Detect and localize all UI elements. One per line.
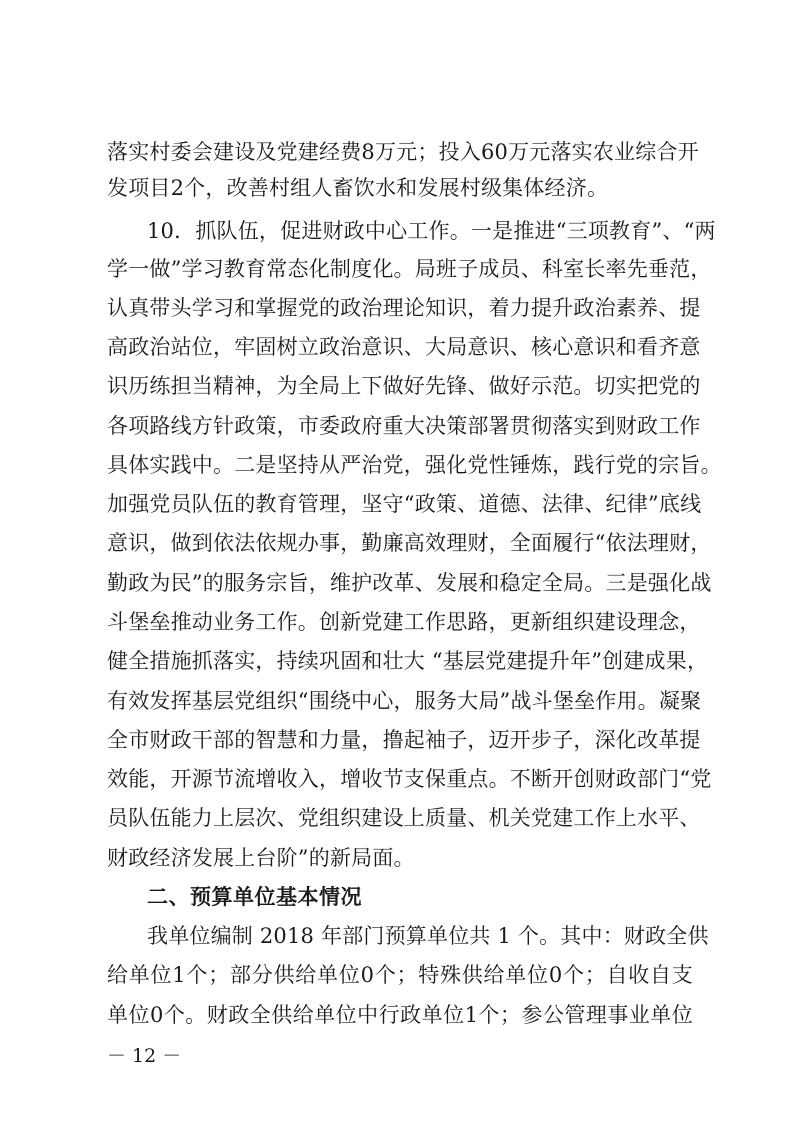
paragraph-line: 健全措施抓落实，持续巩固和壮大 “基层党建提升年”创建成果， xyxy=(107,649,709,673)
paragraph-line: 落实村委会建设及党建经费8万元；投入60万元落实农业综合开 xyxy=(107,140,699,164)
paragraph-line: 我单位编制 2018 年部门预算单位共 1 个。其中：财政全供 xyxy=(147,924,709,948)
paragraph-line: 学一做”学习教育常态化制度化。局班子成员、科室长率先垂范， xyxy=(107,257,712,281)
paragraph-line: 具体实践中。二是坚持从严治党，强化党性锤炼，践行党的宗旨。 xyxy=(107,453,722,477)
paragraph-line: 意识，做到依法依规办事，勤廉高效理财，全面履行“依法理财， xyxy=(107,531,712,555)
section-heading: 二、预算单位基本情况 xyxy=(147,885,362,909)
paragraph-line: 全市财政干部的智慧和力量，撸起袖子，迈开步子，深化改革提 xyxy=(107,728,701,752)
paragraph-line: 员队伍能力上层次、党组织建设上质量、机关党建工作上水平、 xyxy=(107,806,701,830)
page-number: － 12 － xyxy=(107,1045,182,1067)
paragraph-line: 加强党员队伍的教育管理，坚守“政策、道德、法律、纪律”底线 xyxy=(107,492,702,516)
paragraph-line: 识历练担当精神，为全局上下做好先锋、做好示范。切实把党的 xyxy=(107,374,701,398)
paragraph-line: 高政治站位，牢固树立政治意识、大局意识、核心意识和看齐意 xyxy=(107,335,701,359)
paragraph-line: 发项目2个，改善村组人畜饮水和发展村级集体经济。 xyxy=(107,176,609,200)
paragraph-line: 有效发挥基层党组织“围绕中心，服务大局”战斗堡垒作用。凝聚 xyxy=(107,689,702,713)
paragraph-line: 给单位1个；部分供给单位0个；特殊供给单位0个；自收自支 xyxy=(107,963,693,987)
paragraph-line: 效能，开源节流增收入，增收节支保重点。不断开创财政部门“党 xyxy=(107,767,712,791)
paragraph-line: 斗堡垒推动业务工作。创新党建工作思路，更新组织建设理念， xyxy=(107,610,701,634)
paragraph-line: 各项路线方针政策，市委政府重大决策部署贯彻落实到财政工作 xyxy=(107,414,701,438)
paragraph-line: 单位0个。财政全供给单位中行政单位1个；参公管理事业单位 xyxy=(107,1003,693,1027)
paragraph-line: 财政经济发展上台阶”的新局面。 xyxy=(107,846,415,870)
paragraph-line: 认真带头学习和掌握党的政治理论知识，着力提升政治素养、提 xyxy=(107,296,701,320)
paragraph-line: 10．抓队伍，促进财政中心工作。一是推进“三项教育”、“两 xyxy=(147,219,716,243)
paragraph-line: 勤政为民”的服务宗旨，维护改革、发展和稳定全局。三是强化战 xyxy=(107,571,712,595)
